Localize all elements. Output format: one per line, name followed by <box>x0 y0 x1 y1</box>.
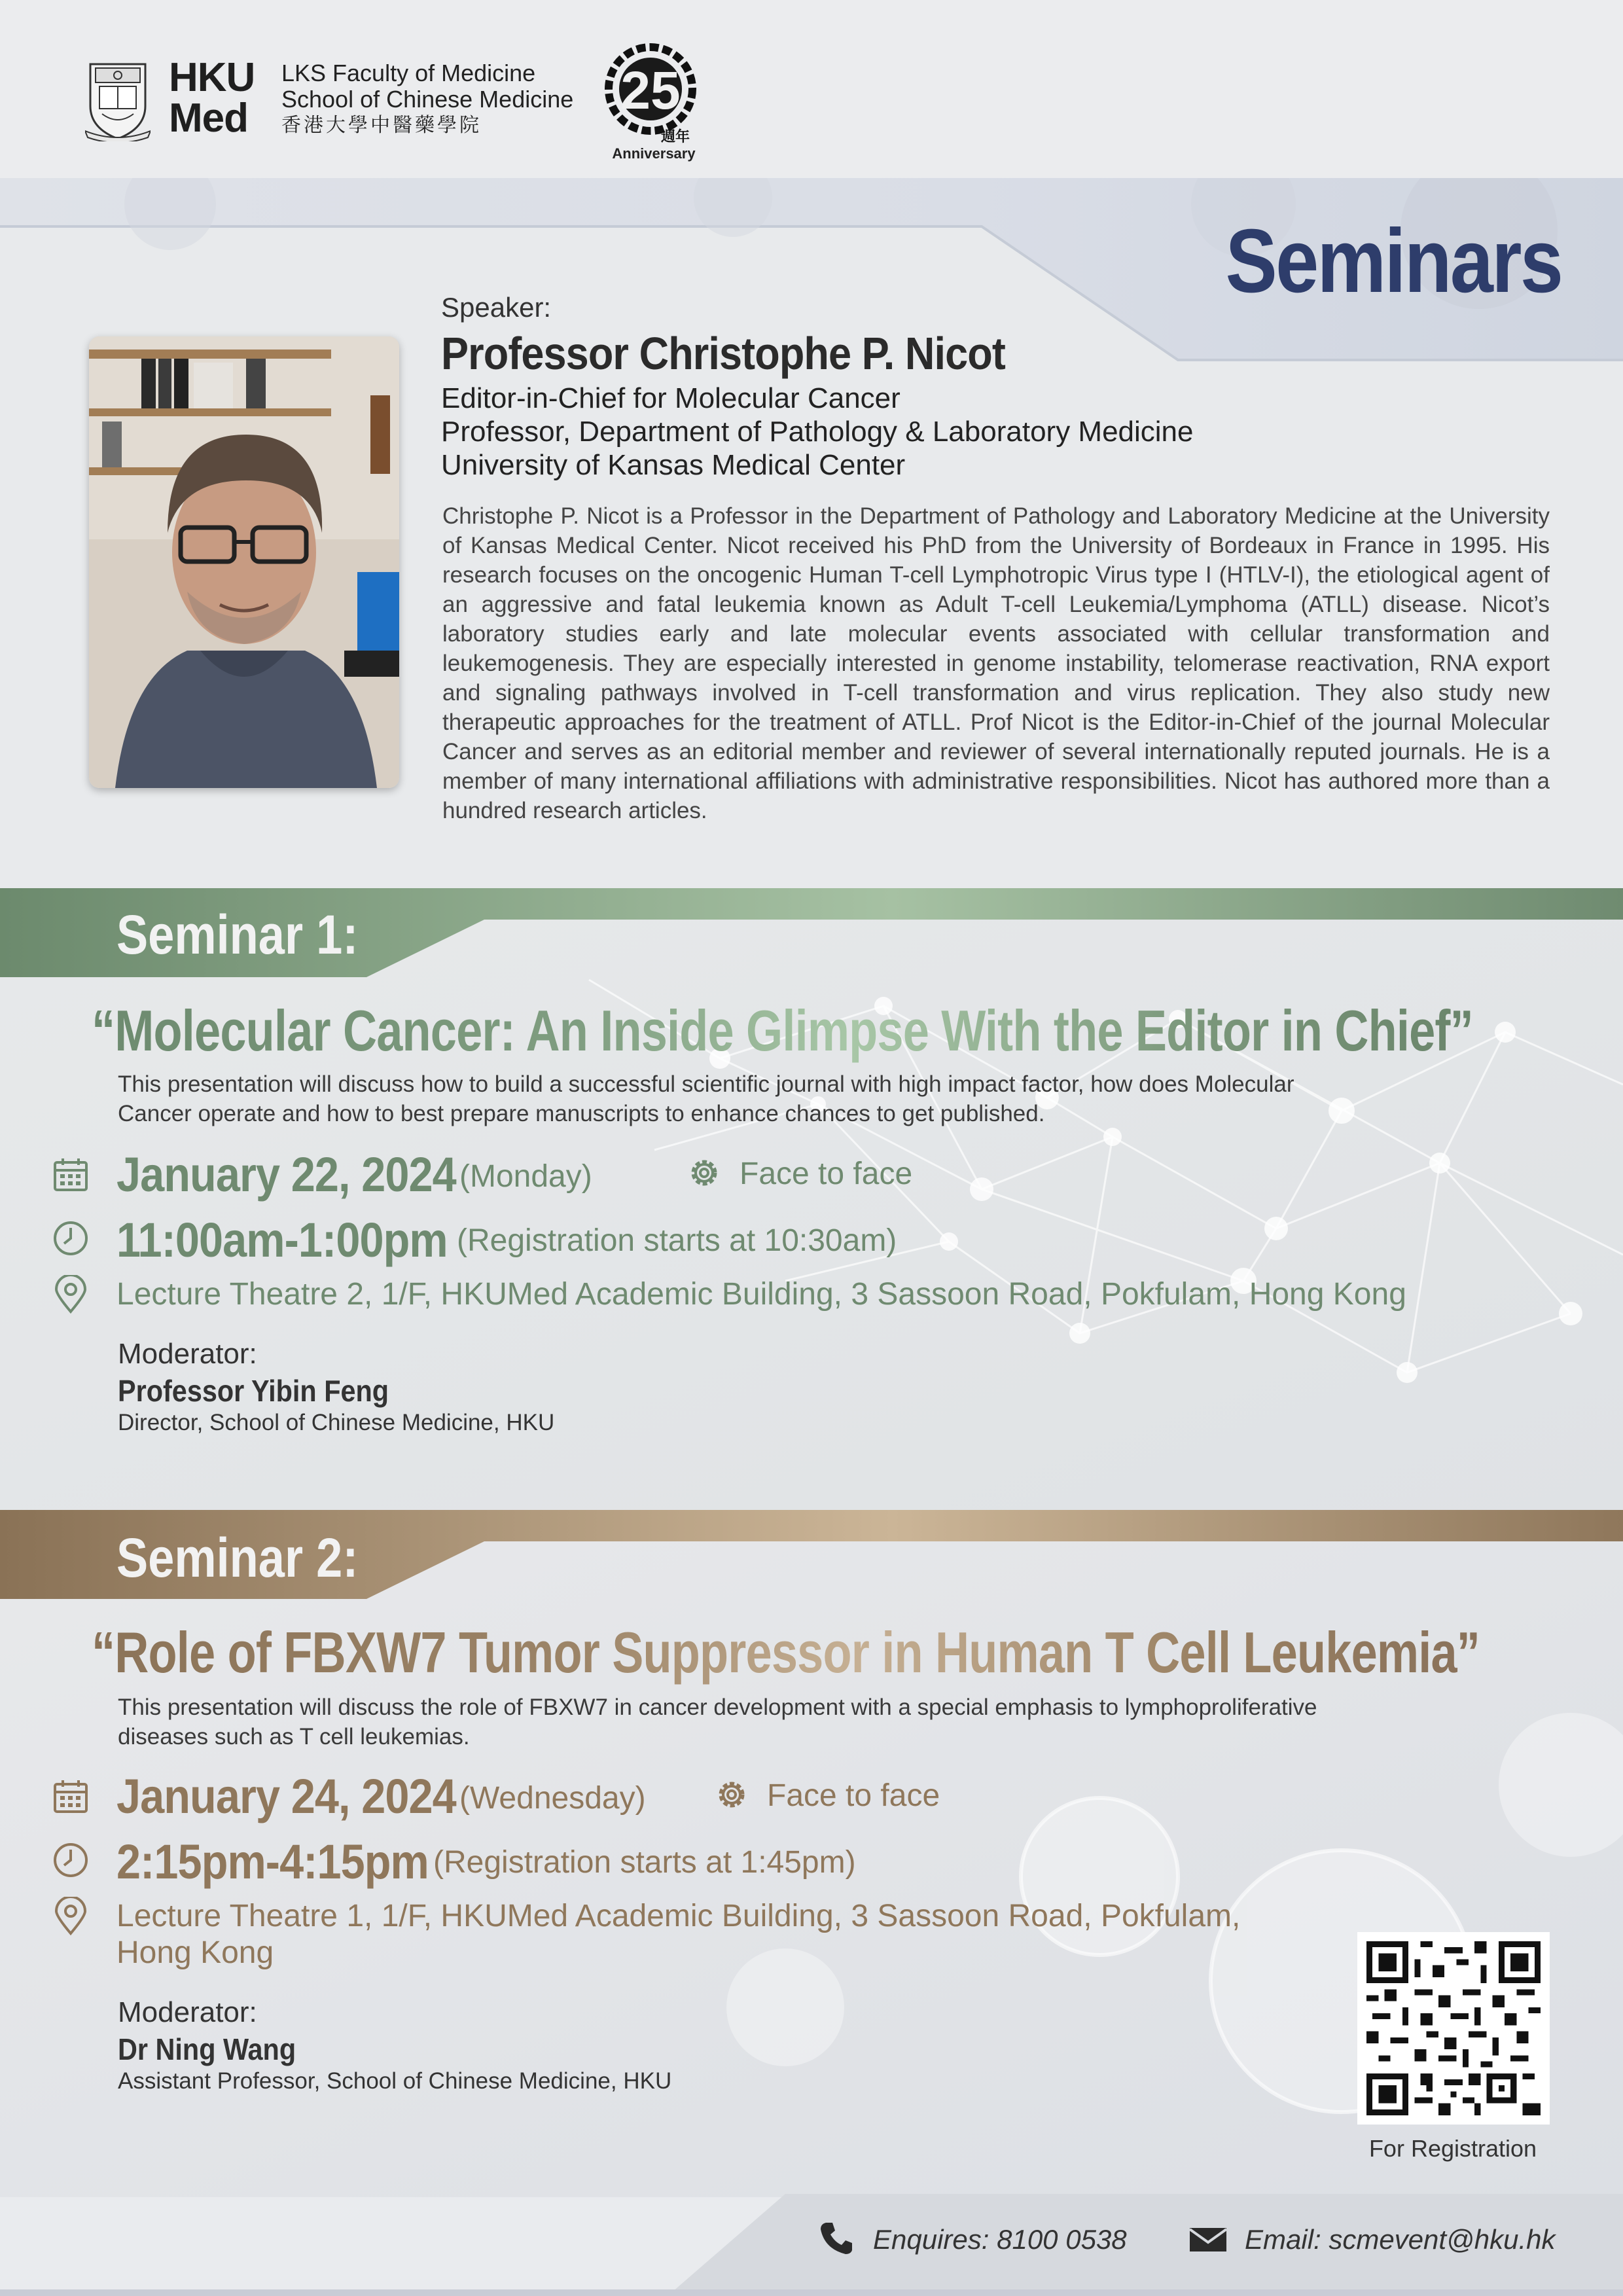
school-name-chinese: 香港大學中醫藥學院 <box>281 115 482 136</box>
seminar1-time: 11:00am-1:00pm <box>116 1213 448 1267</box>
enquiries-phone[interactable]: Enquires: 8100 0538 <box>873 2224 1127 2255</box>
hku-crest-logo <box>85 60 151 141</box>
speaker-photo <box>89 336 399 788</box>
mail-icon <box>1188 2227 1228 2253</box>
seminar1-mode: Face to face <box>740 1157 913 1191</box>
seminar2-weekday: (Wednesday) <box>459 1781 646 1816</box>
seminar2-venue-line2: Hong Kong <box>116 1935 274 1970</box>
location-pin-icon <box>51 1275 90 1314</box>
seminar1-description: This presentation will discuss how to build a successful scientific journal with high impact factor, how does Molecular Cancer operate and how to best prepare manuscripts to enhance chances to get published. <box>118 1071 1294 1126</box>
clock-icon <box>51 1219 90 1258</box>
seminar2-time: 2:15pm-4:15pm <box>116 1835 429 1889</box>
speaker-name: Professor Christophe P. Nicot <box>441 328 1005 379</box>
seminar2-title: “Role of FBXW7 Tumor Suppressor in Human T Cell Leukemia” <box>92 1620 1480 1685</box>
seminar2-venue <box>116 1898 1334 1971</box>
seminar2-moderator-name: Dr Ning Wang <box>118 2032 296 2066</box>
faculty-lines <box>281 60 573 139</box>
seminar2-venue-line1: Lecture Theatre 1, 1/F, HKUMed Academic Building, 3 Sassoon Road, Pokfulam, <box>116 1899 1241 1933</box>
seminar1-title: “Molecular Cancer: An Inside Glimpse With the Editor in Chief” <box>92 998 1473 1063</box>
phone-icon <box>818 2220 855 2257</box>
seminar1-moderator-name: Professor Yibin Feng <box>118 1374 389 1408</box>
anniversary-zh: 週年 <box>660 129 690 145</box>
qr-caption: For Registration <box>1368 2135 1537 2162</box>
speaker-label: Speaker: <box>441 292 552 323</box>
seminar2-heading: Seminar 2: <box>116 1527 359 1588</box>
faculty-name: LKS Faculty of Medicine <box>281 60 536 86</box>
speaker-role-editor: Editor-in-Chief for Molecular Cancer <box>441 382 901 414</box>
seminar2-date: January 24, 2024 <box>116 1769 456 1823</box>
school-name: School of Chinese Medicine <box>281 86 574 113</box>
seminar1-registration-time: (Registration starts at 10:30am) <box>457 1223 897 1258</box>
calendar-icon <box>51 1156 90 1195</box>
med-word: Med <box>169 96 248 141</box>
speaker-bio: Christophe P. Nicot is a Professor in the Department of Pathology and Laboratory Medicine at the University of Kansas Medical Center. Nicot received his PhD from the University of Bordeaux in France in 1995. His research focuses on the oncogenic Human T-cell Lymphotropic Virus type I (HTLV-I), the etiological agent of an aggressive and fatal leukemia known as Adult T-cell Leukemia/Lymphoma (ATLL) disease. Nicot’s laboratory studies early and late molecular events associated with cellular transformation and leukemogenesis. They are especially interested in genome instability, telomerase reactivation, RNA export and signaling pathways involved in T-cell transformation and virus replication. They also study new therapeutic approaches for the treatment of ATLL. Prof Nicot is the Editor-in-Chief of the journal Molecular Cancer and serves as an editorial member and reviewer of several internationally reputed journals. He is a member of many international affiliations with administrative responsibilities. Nicot has authored more than a hundred research articles. <box>442 503 1550 823</box>
gear-icon <box>685 1153 724 1193</box>
seminar2-mode: Face to face <box>767 1778 940 1813</box>
clock-icon <box>51 1840 90 1880</box>
seminar2-moderator-title: Assistant Professor, School of Chinese Medicine, HKU <box>118 2068 672 2094</box>
seminar1-date: January 22, 2024 <box>116 1147 456 1202</box>
anniversary-number: 25 <box>620 61 681 120</box>
registration-qr-code[interactable] <box>1357 1932 1550 2125</box>
speaker-role-professor: Professor, Department of Pathology & Laboratory Medicine <box>441 416 1194 448</box>
seminar1-moderator-label: Moderator: <box>118 1338 257 1370</box>
seminar1-heading: Seminar 1: <box>116 904 359 965</box>
seminar1-moderator-title: Director, School of Chinese Medicine, HKU <box>118 1410 555 1435</box>
speaker-affiliation: University of Kansas Medical Center <box>441 449 906 481</box>
calendar-icon <box>51 1778 90 1817</box>
seminars-title: Seminars <box>1225 211 1562 312</box>
seminar1-venue: Lecture Theatre 2, 1/F, HKUMed Academic Building, 3 Sassoon Road, Pokfulam, Hong Kong <box>116 1277 1406 1312</box>
hku-word: HKU <box>169 55 255 100</box>
hku-med-wordmark <box>169 55 255 141</box>
location-pin-icon <box>51 1897 90 1936</box>
seminar2-description: This presentation will discuss the role of FBXW7 in cancer development with a special emphasis to lymphoproliferative diseases such as T cell leukemias. <box>118 1695 1317 1749</box>
contact-email[interactable]: Email: scmevent@hku.hk <box>1245 2224 1556 2255</box>
anniversary-label: Anniversary <box>612 145 696 162</box>
anniversary-25-logo <box>605 43 703 161</box>
seminar2-moderator-label: Moderator: <box>118 1996 257 2028</box>
gear-icon <box>712 1775 751 1814</box>
seminar1-weekday: (Monday) <box>459 1159 592 1194</box>
seminar2-registration-time: (Registration starts at 1:45pm) <box>433 1845 856 1880</box>
